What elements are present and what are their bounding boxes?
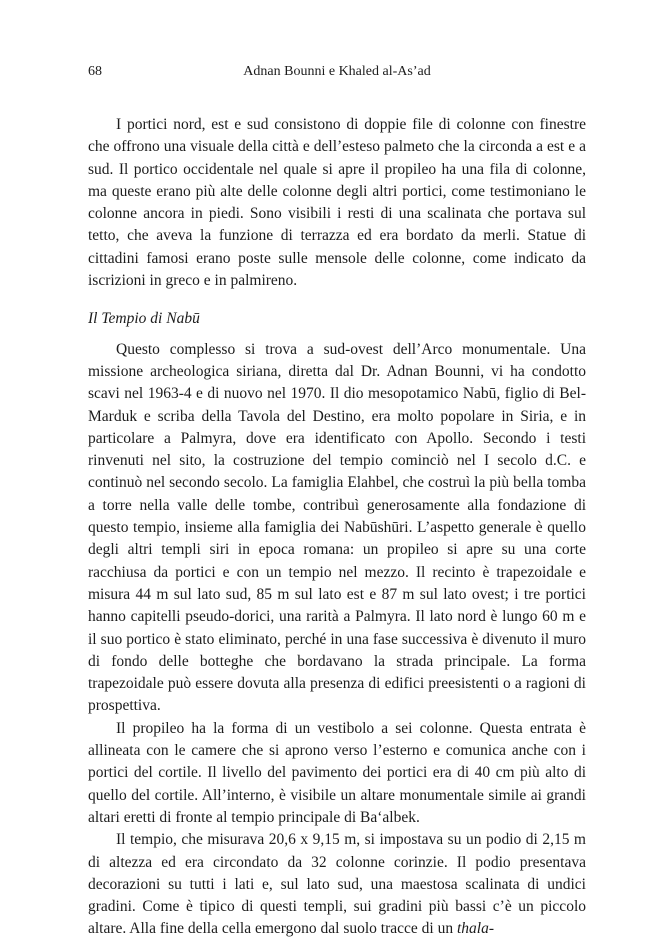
page-number: 68: [88, 64, 102, 79]
paragraph: Questo complesso si trova a sud-ovest dell’Arco monumentale. Una missione archeologica siriana, diretta dal Dr. Adnan Bounni, vi ha condotto scavi nel 1963-4 e di nuovo nel 1970. Il dio mesopotamico Nabū, figlio di Bel-Marduk e scriba della Tavola del Destino, era molto popolare in Siria, e in particolare a Palmyra, dove era identificato con Apollo. Secondo i testi rinvenuti nel sito, la costruzione del tempio cominciò nel I secolo d.C. e continuò nel secondo secolo. La famiglia Elahbel, che costruì la più bella tomba a torre nella valle delle tombe, contribuì generosamente alla fondazione di questo tempio, insieme alla famiglia dei Nabūshūri. L’aspetto generale è quello degli altri templi siri in epoca romana: un propileo si apre su una corte racchiusa da portici e con un tempio nel mezzo. Il recinto è trapezoidale e misura 44 m sul lato sud, 85 m sul lato est e 87 m sul lato ovest; i tre portici hanno capitelli pseudo-dorici, una rarità a Palmyra. Il lato nord è lungo 60 m e il suo portico è stato eliminato, perché in una fase successiva è divenuto il muro di fondo delle botteghe che bordavano la strada principale. La forma trapezoidale può essere dovuta alla presenza di edifici preesistenti o a ragioni di prospettiva.: [88, 340, 586, 715]
running-header-authors: Adnan Bounni e Khaled al-As’ad: [243, 64, 431, 79]
paragraph: I portici nord, est e sud consistono di doppie file di colonne con finestre che offrono una visuale della città e dell’esteso palmeto che la circonda a est e a sud. Il portico occidentale nel quale si apre il propileo ha una fila di colonne, ma queste erano più alte delle colonne degli altri portici, come testimoniano le colonne ancora in piedi. Sono visibili i resti di una scalinata che portava sul tetto, che aveva la funzione di terrazza ed era bordato da merli. Statue di cittadini famosi erano poste sulle mensole delle colonne, come indicato da iscrizioni in greco e in palmireno.: [88, 116, 586, 290]
paragraph: Il propileo ha la forma di un vestibolo a sei colonne. Questa entrata è allineata con le camere che si aprono verso l’esterno e comunica anche con i portici del cortile. Il livello del pavimento dei portici era di 40 cm più alto di quello del cortile. All’interno, è visibile un altare monumentale simile ai grandi altari eretti di fronte al tempio principale di Ba‘albek.: [88, 719, 586, 826]
body-text: [88, 114, 586, 941]
section-heading: Il Tempio di Nabū: [88, 310, 200, 328]
running-header: [88, 62, 586, 82]
italic-term: thala-: [456, 920, 495, 938]
document-page: [88, 0, 586, 938]
paragraph: [88, 829, 586, 940]
paragraph-text: Il tempio, che misurava 20,6 x 9,15 m, si impostava su un podio di 2,15 m di altezza ed era circondato da 32 colonne corinzie. Il podio presentava decorazioni su tutti i lati e, sul lato sud, una maestosa scalinata di undici gradini. Come è tipico di questi templi, sui gradini più bassi c’è un piccolo altare. Alla fine della cella emergono dal suolo tracce di un: [88, 831, 586, 938]
